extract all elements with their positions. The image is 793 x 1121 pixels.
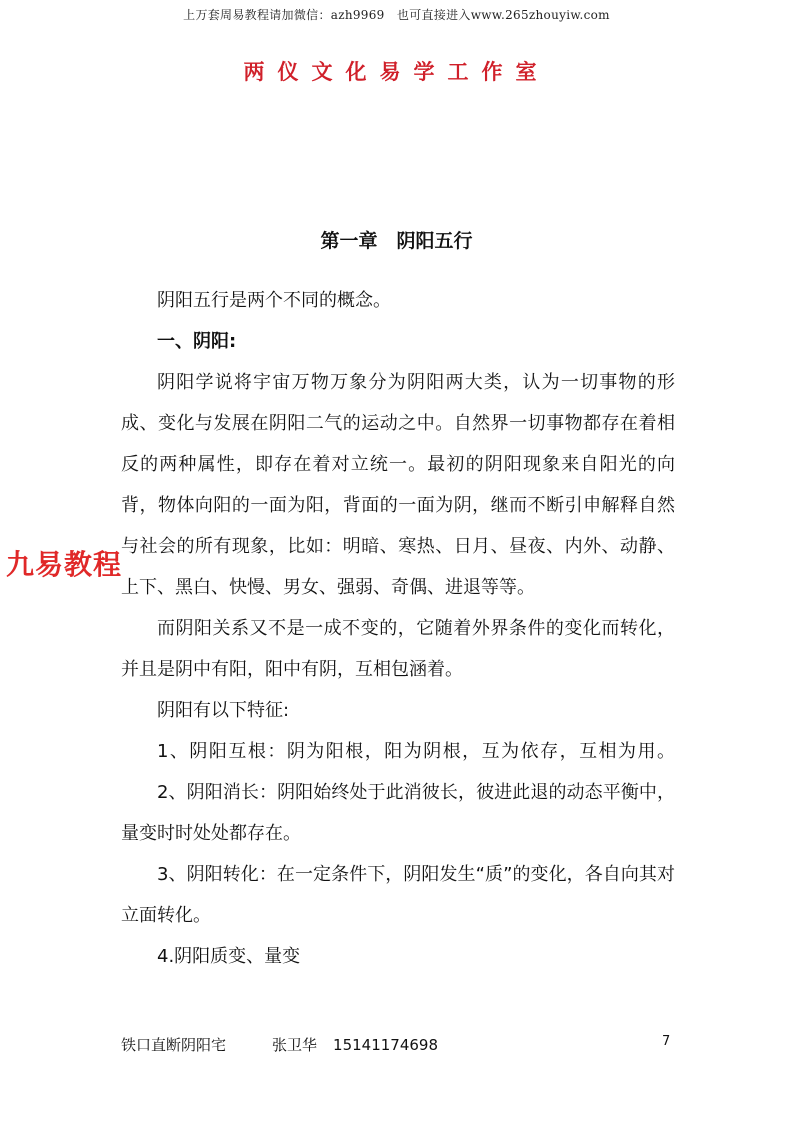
feature-item-2: 2、阴阳消长：阴阳始终处于此消彼长，彼进此退的动态平衡中，量变时时处处都存在。 [121,782,675,844]
feature-item-3: 3、阴阳转化：在一定条件下，阴阳发生“质”的变化，各自向其对立面转化。 [121,864,675,926]
footer [121,1034,438,1055]
footer-phone: 15141174698 [333,1036,439,1054]
footer-book-title: 铁口直断阴阳宅 [121,1036,227,1054]
watermark-logo: 九易教程 [6,548,123,581]
footer-author: 张卫华 [272,1036,318,1054]
paragraph-features-intro: 阴阳有以下特征: [157,700,290,721]
feature-item-4: 4.阴阳质变、量变 [157,946,301,967]
paragraph-yinyang-relation: 而阴阳关系又不是一成不变的，它随着外界条件的变化而转化，并且是阴中有阳，阳中有阴，互相包涵着。 [121,618,675,680]
page-number: 7 [662,1034,671,1049]
studio-title: 两仪文化易学工作室 [243,60,550,84]
chapter-title: 第一章 阴阳五行 [320,230,473,252]
top-banner: 上万套周易教程请加微信：azh9969 也可直接进入www.265zhouyiw.com [183,8,610,22]
body-text [121,280,675,977]
feature-item-1: 1、阴阳互根：阴为阳根，阳为阴根，互为依存，互相为用。 [157,741,675,762]
intro-paragraph: 阴阳五行是两个不同的概念。 [157,290,391,311]
paragraph-yinyang-theory: 阴阳学说将宇宙万物万象分为阴阳两大类，认为一切事物的形成、变化与发展在阴阳二气的运动之中。自然界一切事物都存在着相反的两种属性，即存在着对立统一。最初的阴阳现象来自阳光的向背，物体向阳的一面为阳，背面的一面为阴，继而不断引申解释自然与社会的所有现象，比如：明暗、寒热、日月、昼夜、内外、动静、上下、黑白、快慢、男女、强弱、奇偶、进退等等。 [121,372,675,598]
section-heading-yinyang: 一、阴阳: [157,331,237,352]
